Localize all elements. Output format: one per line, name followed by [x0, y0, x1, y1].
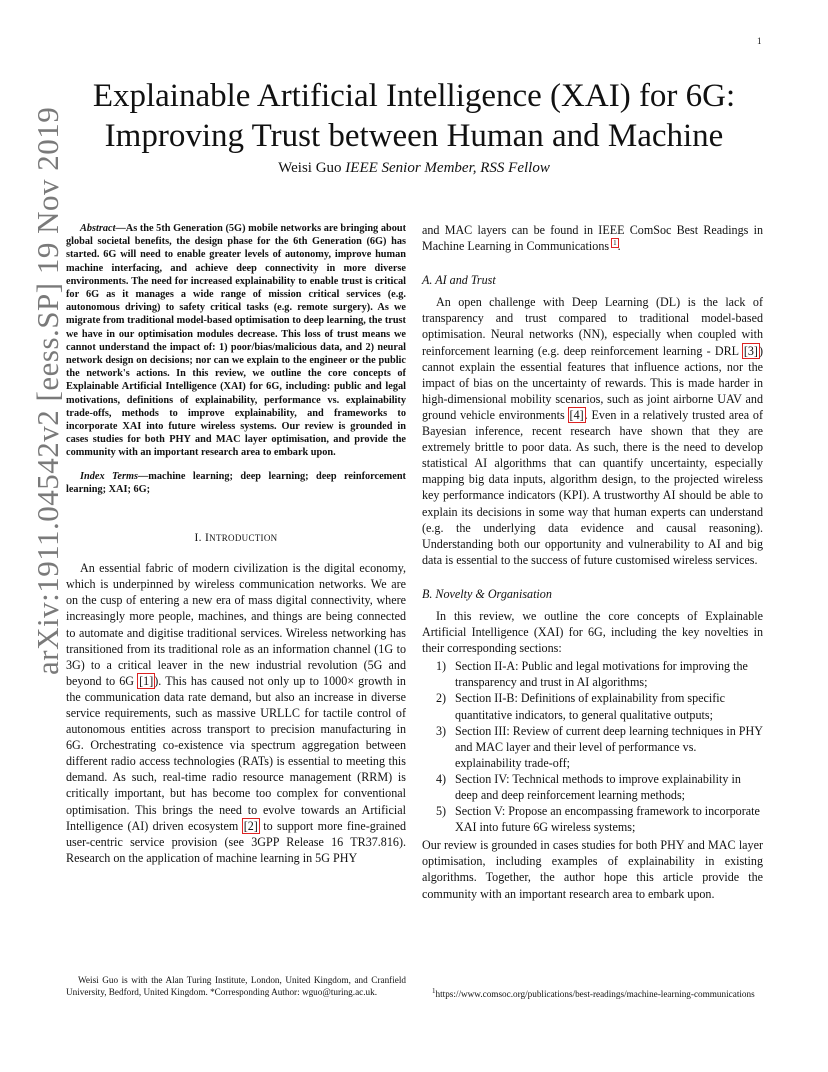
list-item-number: 3) [436, 723, 447, 738]
citation-link-3[interactable]: [3] [743, 343, 758, 358]
list-item-number: 5) [436, 804, 447, 819]
novelty-outro: Our review is grounded in cases studies for both PHY and MAC layer optimisation, including examples of explainability in existing algorithms. Together, the author hope this article provide the community with an important research area to embark upon. [422, 838, 763, 901]
list-item [422, 658, 763, 690]
list-item-number: 2) [436, 691, 447, 706]
list-item-number: 1) [436, 659, 447, 674]
subsection-heading-ai-trust: A. AI and Trust [422, 273, 496, 288]
citation-link-2[interactable]: [2] [243, 818, 258, 833]
abstract-label: Abstract [80, 223, 116, 234]
list-item [422, 723, 763, 771]
ai-trust-paragraph [422, 294, 763, 568]
right-column [422, 222, 763, 902]
section-title-first: I [205, 532, 210, 545]
author-name: Weisi Guo [278, 160, 346, 176]
paper-title [60, 76, 768, 156]
index-terms-text: —machine learning; deep learning; deep reinforcement learning; XAI; 6G; [66, 470, 406, 495]
citation-link-1[interactable]: [1] [139, 673, 154, 688]
section-heading-introduction [66, 530, 406, 546]
intro-text-a: An essential fabric of modern civilization is the digital economy, which is underpinned by wireless communication networks. We are on the cusp of entering a new era of mass digital connectivity, where increasingly more people, machines, and things are being connected to automate and digitise traditional services. Wireless networking has transitioned from its traditional role as an information channel (1G to 3G) to a critical leaver in the new industrial revolution (5G and beyond to 6G [66, 561, 406, 688]
section-number: I. [194, 532, 206, 545]
ai-trust-text-c: . Even in a relatively trusted area of Bayesian inference, recent research have shown that they are extremely brittle to poor data. As such, there is the need to develop statistical AI algorithms that can quantify uncertainty, especially mapping big data inputs, algorithm design, to the projected wireless key performance indicators (KPI). A trustworthy AI should be able to explain its decisions in some way that human experts can understand (e.g. the underlying data evidence and causal reasoning). Understanding both our opportunity and vulnerability to AI and big data is essential to the success of future customised wireless services. [422, 407, 763, 567]
list-item-number: 4) [436, 771, 447, 786]
intro-text-c: to support more fine-grained user-centric service provision (see 3GPP Release 16 TR37.816). Research on the application of machine learning in 5G PHY [66, 818, 406, 865]
citation-link-4[interactable]: [4] [569, 407, 584, 422]
intro-text-d: and MAC layers can be found in IEEE ComSoc Best Readings in Machine Learning in Communications [422, 223, 763, 254]
abstract [66, 222, 406, 460]
title-line-2: Improving Trust between Human and Machine [104, 118, 724, 154]
intro-paragraph [66, 560, 406, 866]
list-item-text: Section III: Review of current deep learning techniques in PHY and MAC layer and their level of performance vs. explainability trade-off; [455, 723, 763, 770]
list-item [422, 803, 763, 835]
list-item-text: Section II-B: Definitions of explainability from specific quantitative indicators, to general qualitative outputs; [455, 691, 726, 722]
author-affiliation: IEEE Senior Member, RSS Fellow [345, 160, 550, 176]
list-item-text: Section IV: Technical methods to improve explainability in deep and deep reinforcement learning methods; [455, 771, 741, 802]
list-item-text: Section V: Propose an encompassing framework to incorporate XAI into future 6G wireless systems; [455, 804, 760, 835]
footnote-url-link[interactable]: https://www.comsoc.org/publications/best-readings/machine-learning-communications [435, 989, 755, 999]
abstract-text: —As the 5th Generation (5G) mobile networks are bringing about global societal benefits, the design phase for the 6th Generation (6G) has started. 6G will need to enable greater levels of autonomy, improve human machine interfacing, and achieve deep connectivity in more diverse environments. The need for increased explainability to enable trust is critical for 6G as it manages a wide range of mission critical services (e.g. autonomous driving) to safety critical tasks (e.g. remote surgery). As we migrate from traditional model-based optimisation to deep learning, the trust we have in our optimisation modules decrease. This loss of trust means we cannot understand the impact of: 1) poor/bias/malicious data, and 2) neural network design on decisions; nor can we explain to the engineer or the public the network's actions. In this review, we outline the core concepts of Explainable Artificial Intelligence (XAI) for 6G, including: public and legal motivations, definitions of explainability, performance vs. explainability trade-offs, methods to improve explainability, and frameworks to incorporate XAI into future wireless systems. Our review is grounded in cases studies for both PHY and MAC layer optimisation, and provide the community with an important research area to embark upon. [66, 223, 406, 459]
list-item [422, 690, 763, 722]
footnote-url [422, 988, 762, 1000]
author-line [60, 160, 768, 177]
section-list [422, 658, 763, 835]
footnote-link-1[interactable]: 1 [613, 239, 617, 248]
ai-trust-text-b: ) cannot explain the essential features that influence actions, nor the impact of bias on the uncertainty of rewards. This is made harder in high-dimensional mobility scenarios, such as joint airborne UAV and ground vehicle environments [422, 343, 763, 422]
intro-continuation [422, 222, 763, 254]
left-column [66, 222, 406, 866]
footnote-affiliation: Weisi Guo is with the Alan Turing Institute, London, United Kingdom, and Cranfield University, Bedford, United Kingdom. *Corresponding Author: wguo@turing.ac.uk. [66, 975, 406, 998]
title-line-1: Explainable Artificial Intelligence (XAI) for 6G: [92, 78, 736, 114]
ai-trust-text-a: An open challenge with Deep Learning (DL) is the lack of transparency and trust compared to traditional model-based optimisation. Neural networks (NN), especially when coupled with reinforcement learning (e.g. deep reinforcement learning - DRL [422, 295, 763, 358]
section-title-rest: NTRODUCTION [209, 533, 278, 544]
list-item [422, 771, 763, 803]
page-number: 1 [757, 36, 762, 46]
list-item-text: Section II-A: Public and legal motivations for improving the transparency and trust in AI algorithms; [455, 659, 748, 690]
index-terms [66, 470, 406, 496]
arxiv-stamp-text: arXiv:1911.04542v2 [eess.SP] 19 Nov 2019 [30, 106, 65, 675]
footnote-mark: 1 [432, 986, 436, 995]
index-terms-label: Index Terms [80, 470, 138, 482]
intro-text-e: . [617, 239, 621, 254]
intro-text-b: ). This has caused not only up to 1000× growth in the communication data rate demand, but also an increase in diverse service requirements, such as massive URLLC for tactile control of autonomous entities across transport to precision manufacturing in 6G. Orchestrating co-existence via spectrum aggregation between different radio access technologies (RATs) is essential to meeting this demand. As such, real-time radio resource management (RRM) is critically important, but has become too complex for conventional optimisation. This brings the need to evolve towards an Artificial Intelligence (AI) driven ecosystem [66, 673, 406, 833]
novelty-intro: In this review, we outline the core concepts of Explainable Artificial Intelligence (XAI) for 6G, including the key novelties in their corresponding sections: [422, 608, 763, 656]
subsection-heading-novelty: B. Novelty & Organisation [422, 586, 552, 601]
